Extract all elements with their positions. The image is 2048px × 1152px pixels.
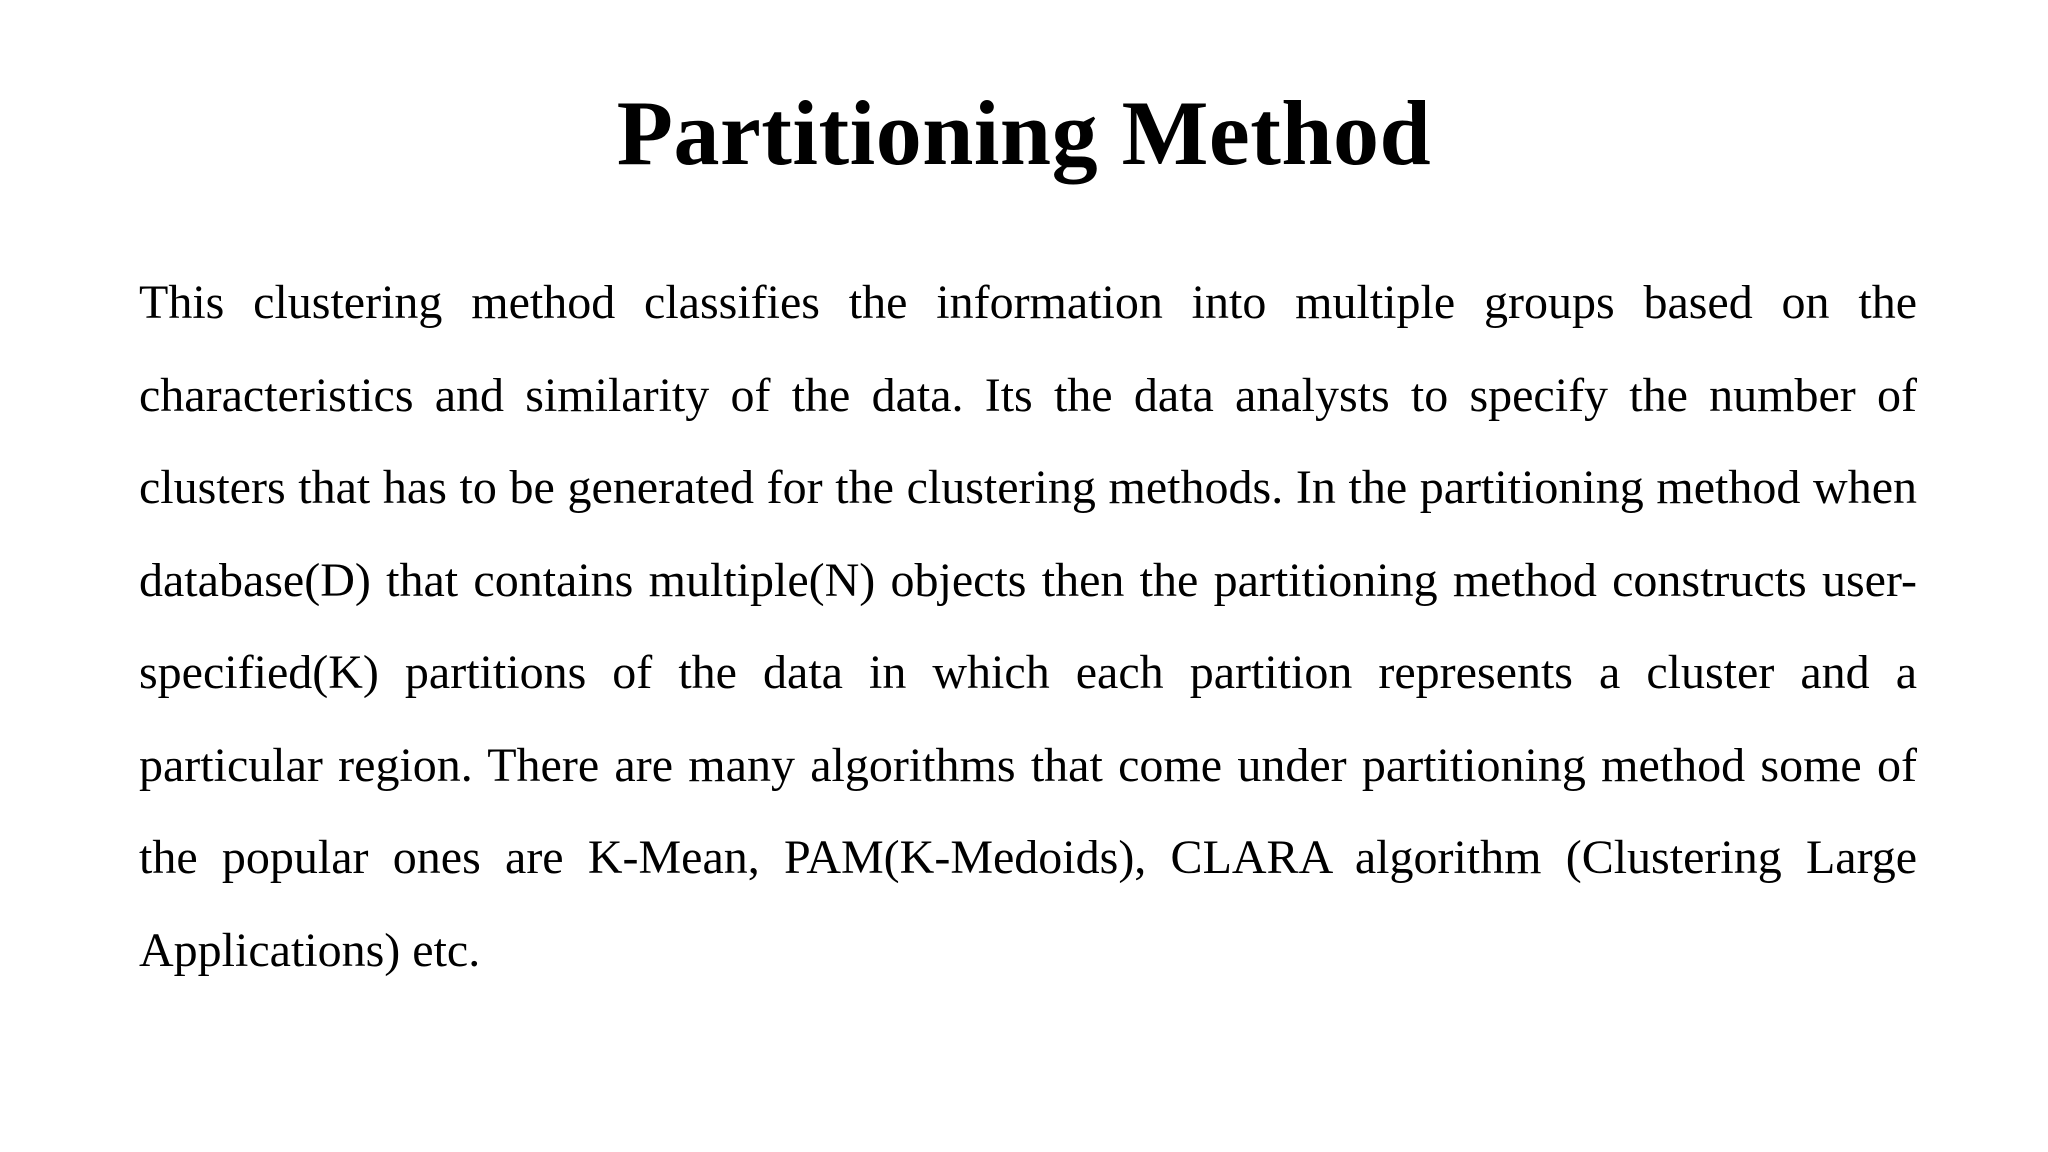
slide-title: Partitioning Method: [616, 82, 1432, 184]
slide-body-paragraph: This clustering method classifies the information into multiple groups based on the characteristics and similarity of the data. Its the data analysts to specify the number of clusters that has to be generated for the clustering methods. In the partitioning method when database(D) that contains multiple(N) objects then the partitioning method constructs user-specified(K) partitions of the data in which each partition represents a cluster and a particular region. There are many algorithms that come under partitioning method some of the popular ones are K-Mean, PAM(K-Medoids), CLARA algorithm (Clustering Large Applications) etc.: [139, 276, 1917, 977]
